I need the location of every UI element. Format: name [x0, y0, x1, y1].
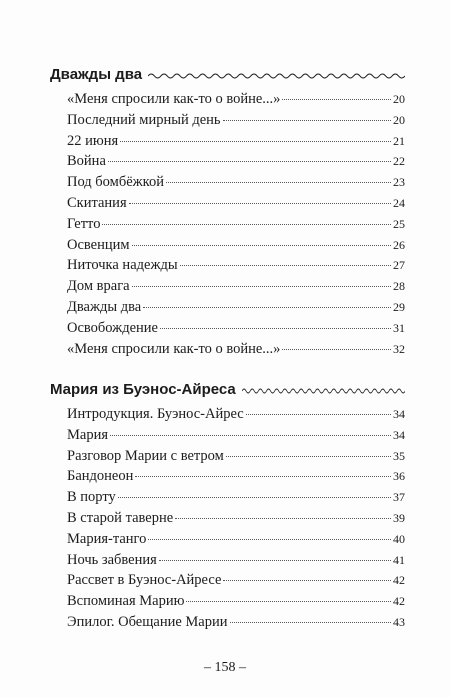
entry-page-number: 39 [393, 510, 405, 525]
entry-title: Освенцим [67, 236, 130, 253]
entry-page-number: 35 [393, 448, 405, 463]
toc-section [50, 60, 405, 359]
dot-leader [120, 141, 391, 142]
entry-title: В старой таверне [67, 509, 174, 526]
dot-leader [118, 497, 391, 498]
toc-entry [67, 297, 405, 318]
dot-leader [166, 182, 391, 183]
dot-leader [282, 99, 391, 100]
wavy-divider [242, 387, 405, 395]
entry-title: Вспоминая Марию [67, 593, 185, 610]
dot-leader [230, 622, 391, 623]
toc-entry [67, 529, 405, 550]
entry-title: Бандонеон [67, 468, 134, 485]
dot-leader [135, 476, 391, 477]
toc-entry [67, 172, 405, 193]
entry-title: Дважды два [67, 298, 142, 315]
dot-leader [132, 286, 391, 287]
toc-entry [67, 255, 405, 276]
entry-title: «Меня спросили как-то о войне...» [67, 91, 281, 107]
entry-page-number: 37 [393, 490, 405, 505]
toc-entry [67, 89, 405, 110]
dot-leader [132, 245, 391, 246]
dot-leader [175, 518, 391, 519]
toc-entry [67, 193, 405, 214]
entry-page-number: 34 [393, 407, 405, 421]
entry-title: Интродукция. Буэнос-Айрес [67, 406, 244, 422]
entry-title: Последний мирный день [67, 111, 221, 128]
toc-entry [67, 591, 405, 612]
dot-leader [148, 539, 391, 540]
dot-leader [282, 349, 391, 350]
toc-entry [67, 570, 405, 591]
wavy-divider [148, 72, 405, 80]
section-header [50, 375, 405, 399]
entry-title: Гетто [67, 215, 101, 232]
entry-page-number: 29 [393, 299, 405, 314]
entry-page-number: 26 [393, 237, 405, 252]
entry-page-number: 42 [393, 594, 405, 609]
entry-title: Освобождение [67, 319, 158, 336]
toc-entry [67, 466, 405, 487]
entry-title: 22 июня [67, 132, 119, 149]
toc-entry [67, 612, 405, 633]
page-number: – 158 – [204, 660, 246, 675]
dot-leader [102, 224, 391, 225]
section-header [50, 60, 405, 84]
entry-page-number: 27 [393, 258, 405, 273]
entry-title: Эпилог. Обещание Марии [67, 613, 228, 630]
section-title: Дважды два [50, 66, 143, 83]
toc-entry [67, 550, 405, 571]
toc-entry [67, 214, 405, 235]
section-title: Мария из Буэнос-Айреса [50, 381, 236, 398]
entry-title: Мария [67, 426, 109, 443]
entry-page-number: 43 [393, 614, 405, 629]
entry-title: Дом врага [67, 278, 130, 295]
toc-section [50, 375, 405, 633]
entry-page-number: 36 [393, 469, 405, 484]
entry-page-number: 28 [393, 279, 405, 294]
toc-entry-list [50, 404, 405, 633]
entry-page-number: 40 [393, 531, 405, 546]
dot-leader [226, 456, 391, 457]
entry-page-number: 20 [393, 112, 405, 127]
entry-title: Разговор Марии с ветром [67, 447, 224, 464]
toc-entry [67, 425, 405, 446]
entry-page-number: 31 [393, 320, 405, 335]
entry-title: Ночь забвения [67, 551, 157, 568]
dot-leader [110, 435, 391, 436]
toc-entry [67, 446, 405, 467]
entry-page-number: 20 [393, 92, 405, 106]
dot-leader [186, 601, 391, 602]
dot-leader [108, 161, 391, 162]
entry-title: Рассвет в Буэнос-Айресе [67, 572, 222, 589]
dot-leader [160, 328, 391, 329]
dot-leader [223, 580, 391, 581]
entry-page-number: 22 [393, 154, 405, 169]
toc-entry [67, 110, 405, 131]
dot-leader [143, 307, 391, 308]
entry-title: «Меня спросили как-то о войне...» [67, 340, 281, 357]
entry-title: Ниточка надежды [67, 257, 178, 274]
entry-page-number: 42 [393, 573, 405, 588]
entry-page-number: 41 [393, 552, 405, 567]
toc-entry [67, 487, 405, 508]
entry-page-number: 24 [393, 195, 405, 210]
entry-page-number: 34 [393, 427, 405, 442]
toc-entry [67, 151, 405, 172]
entry-title: Под бомбёжкой [67, 174, 164, 191]
entry-title: Война [67, 153, 106, 170]
dot-leader [246, 414, 391, 415]
toc-entry [67, 508, 405, 529]
toc-entry [67, 404, 405, 425]
entry-page-number: 32 [393, 341, 405, 356]
entry-page-number: 25 [393, 216, 405, 231]
entry-title: Скитания [67, 194, 127, 211]
toc-entry-list [50, 89, 405, 359]
toc-entry [67, 235, 405, 256]
dot-leader [159, 560, 391, 561]
entry-page-number: 23 [393, 175, 405, 190]
toc-entry [67, 276, 405, 297]
toc-entry [67, 318, 405, 339]
toc-entry [67, 131, 405, 152]
dot-leader [129, 203, 391, 204]
entry-title: В порту [67, 489, 116, 506]
toc-entry [67, 339, 405, 360]
entry-title: Мария-танго [67, 530, 147, 547]
dot-leader [180, 265, 391, 266]
entry-page-number: 21 [393, 133, 405, 148]
dot-leader [223, 120, 391, 121]
